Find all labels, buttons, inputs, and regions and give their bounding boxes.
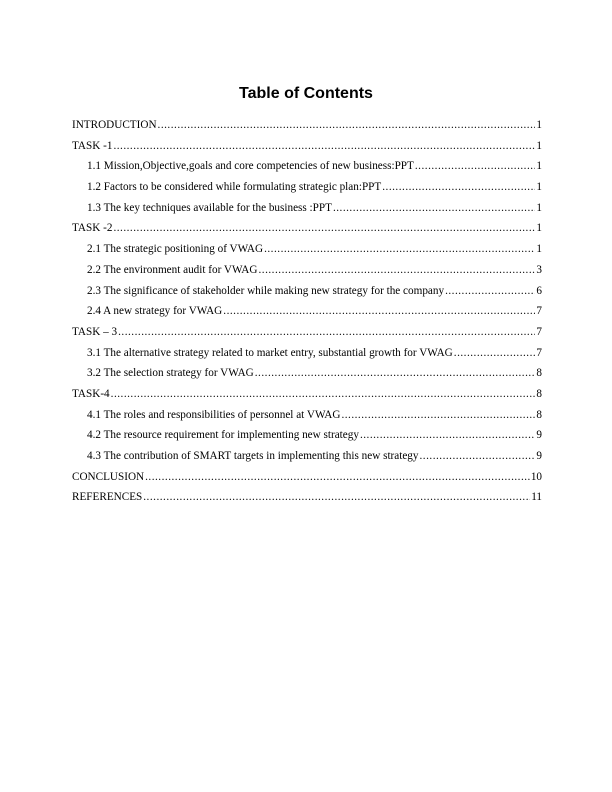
toc-entry-page-number: 7: [536, 325, 542, 338]
toc-entry-1-3[interactable]: [72, 198, 542, 219]
toc-entry-page-number: 1: [536, 243, 542, 256]
toc-entry-page-number: 8: [536, 367, 542, 380]
toc-entry-page-number: 7: [536, 346, 542, 359]
toc-entry-4-1[interactable]: [72, 405, 542, 426]
toc-entry-page-number: 10: [530, 470, 542, 483]
toc-entry-label: 2.4 A new strategy for VWAG: [87, 305, 223, 318]
toc-entry-page-number: 1: [536, 160, 542, 173]
toc-entry-label: 4.2 The resource requirement for implementing new strategy: [87, 429, 359, 442]
toc-entry-references[interactable]: [72, 487, 542, 508]
toc-entry-2-1[interactable]: [72, 239, 542, 260]
dot-leader: [143, 487, 530, 508]
toc-entry-label: 2.1 The strategic positioning of VWAG: [87, 243, 264, 256]
table-of-contents: [72, 115, 542, 508]
dot-leader: [113, 218, 535, 239]
toc-entry-label: REFERENCES: [72, 491, 143, 504]
dot-leader: [454, 343, 536, 364]
dot-leader: [360, 425, 535, 446]
toc-entry-conclusion[interactable]: [72, 467, 542, 488]
toc-entry-1-1[interactable]: [72, 156, 542, 177]
toc-entry-page-number: 8: [536, 387, 542, 400]
dot-leader: [445, 281, 535, 302]
toc-entry-task-1[interactable]: [72, 136, 542, 157]
toc-entry-label: 3.1 The alternative strategy related to market entry, substantial growth for VWAG: [87, 346, 453, 359]
dot-leader: [333, 198, 535, 219]
dot-leader: [145, 467, 530, 488]
toc-entry-label: TASK-4: [72, 387, 110, 400]
toc-entry-1-2[interactable]: [72, 177, 542, 198]
toc-entry-page-number: 9: [536, 450, 542, 462]
dot-leader: [264, 239, 535, 260]
toc-entry-page-number: 11: [531, 491, 542, 504]
toc-entry-2-4[interactable]: [72, 301, 542, 322]
dot-leader: [420, 446, 536, 467]
toc-entry-label: 2.3 The significance of stakeholder while making new strategy for the company: [87, 284, 445, 297]
toc-entry-page-number: 1: [536, 139, 542, 152]
toc-entry-4-3[interactable]: [72, 446, 542, 467]
dot-leader: [258, 260, 535, 281]
toc-entry-label: INTRODUCTION: [72, 119, 157, 131]
toc-entry-task-3[interactable]: [72, 322, 542, 343]
toc-entry-introduction[interactable]: [72, 115, 542, 136]
toc-entry-label: TASK -2: [72, 222, 113, 235]
toc-entry-label: TASK -1: [72, 139, 113, 152]
toc-entry-task-4[interactable]: [72, 384, 542, 405]
toc-entry-label: 4.3 The contribution of SMART targets in implementing this new strategy: [87, 450, 419, 462]
toc-entry-2-3[interactable]: [72, 281, 542, 302]
toc-entry-page-number: 3: [536, 263, 542, 276]
dot-leader: [158, 115, 536, 136]
toc-entry-page-number: 1: [536, 181, 542, 194]
dot-leader: [382, 177, 535, 198]
dot-leader: [113, 136, 535, 157]
toc-entry-page-number: 1: [536, 201, 542, 214]
dot-leader: [223, 301, 535, 322]
toc-entry-page-number: 9: [536, 429, 542, 442]
toc-entry-page-number: 8: [536, 408, 542, 421]
toc-entry-3-2[interactable]: [72, 363, 542, 384]
dot-leader: [255, 363, 536, 384]
dot-leader: [415, 156, 536, 177]
toc-entry-page-number: 7: [536, 305, 542, 318]
toc-entry-label: 1.1 Mission,Objective,goals and core competencies of new business:PPT: [87, 160, 414, 173]
toc-entry-page-number: 1: [536, 222, 542, 235]
toc-entry-task-2[interactable]: [72, 218, 542, 239]
toc-entry-label: 3.2 The selection strategy for VWAG: [87, 367, 254, 380]
dot-leader: [341, 405, 535, 426]
toc-entry-label: 1.2 Factors to be considered while formulating strategic plan:PPT: [87, 181, 382, 194]
dot-leader: [111, 384, 536, 405]
toc-entry-page-number: 1: [536, 119, 542, 131]
toc-entry-label: TASK – 3: [72, 325, 118, 338]
page-title: Table of Contents: [239, 85, 373, 102]
toc-entry-label: 4.1 The roles and responsibilities of personnel at VWAG: [87, 408, 341, 421]
toc-entry-3-1[interactable]: [72, 343, 542, 364]
toc-entry-page-number: 6: [536, 284, 542, 297]
toc-entry-2-2[interactable]: [72, 260, 542, 281]
toc-entry-4-2[interactable]: [72, 425, 542, 446]
toc-entry-label: 1.3 The key techniques available for the business :PPT: [87, 201, 332, 214]
toc-entry-label: CONCLUSION: [72, 470, 145, 483]
dot-leader: [118, 322, 535, 343]
toc-entry-label: 2.2 The environment audit for VWAG: [87, 263, 258, 276]
